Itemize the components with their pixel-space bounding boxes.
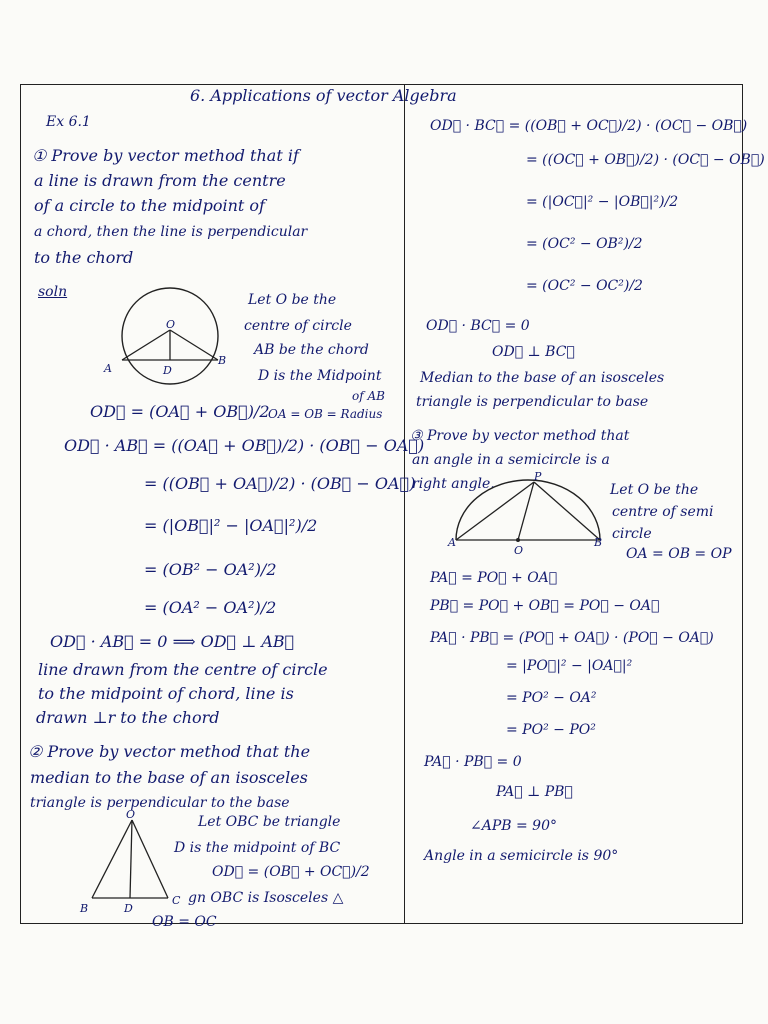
semicircle-arc bbox=[456, 480, 600, 540]
circle-chord-figure bbox=[100, 290, 240, 390]
chord-pb bbox=[534, 482, 600, 540]
q2-given: OD⃗ = (OB⃗ + OC⃗)/2 bbox=[212, 864, 370, 880]
label-b: B bbox=[80, 902, 89, 915]
radius-ob bbox=[170, 330, 218, 360]
q1-given: of AB bbox=[352, 389, 385, 403]
q2-step: = (OC² − OC²)/2 bbox=[526, 278, 643, 294]
label-d: D bbox=[124, 902, 133, 915]
q2-given: OB = OC bbox=[152, 914, 217, 930]
q3-step: ∠APB = 90° bbox=[470, 818, 557, 834]
q2-step: OD⃗ ⊥ BC⃗ bbox=[492, 344, 575, 360]
q1-conclusion: to the midpoint of chord, line is bbox=[38, 684, 294, 703]
q3-given: centre of semi bbox=[612, 504, 714, 520]
side-oc bbox=[132, 820, 168, 898]
label-a: A bbox=[104, 362, 112, 375]
q1-step: OD⃗ · AB⃗ = 0 ⟹ OD⃗ ⊥ AB⃗ bbox=[50, 632, 295, 651]
q2-line: median to the base of an isosceles bbox=[30, 768, 308, 787]
radius-oa bbox=[122, 330, 170, 360]
q3-step: PA⃗ · PB⃗ = 0 bbox=[424, 754, 522, 770]
q1-radius: OA = OB = Radius bbox=[268, 407, 383, 421]
q2-conclusion: Median to the base of an isosceles bbox=[420, 370, 665, 386]
q3-step: PA⃗ ⊥ PB⃗ bbox=[496, 784, 573, 800]
label-b: B bbox=[594, 536, 603, 549]
q3-given: circle bbox=[612, 526, 652, 542]
q1-given: centre of circle bbox=[244, 318, 352, 334]
q3-given: Let O be the bbox=[610, 482, 699, 498]
q2-given: Let OBC be triangle bbox=[198, 814, 341, 830]
column-divider bbox=[404, 84, 405, 924]
centre-point bbox=[516, 538, 520, 542]
q2-step: = (OC² − OB²)/2 bbox=[526, 236, 643, 252]
solution-label: soln bbox=[38, 284, 68, 300]
q3-step: PB⃗ = PO⃗ + OB⃗ = PO⃗ − OA⃗ bbox=[430, 598, 660, 614]
label-o: O bbox=[126, 808, 136, 821]
q1-step: = (|OB⃗|² − |OA⃗|²)/2 bbox=[144, 516, 318, 535]
page-title: 6. Applications of vector Algebra bbox=[190, 86, 457, 105]
q3-given: OA = OB = OP bbox=[626, 546, 732, 562]
q1-given: Let O be the bbox=[248, 292, 337, 308]
q1-step: = ((OB⃗ + OA⃗)/2) · (OB⃗ − OA⃗) bbox=[144, 474, 416, 493]
q3-step: = |PO⃗|² − |OA⃗|² bbox=[506, 658, 633, 674]
radius-op bbox=[518, 482, 534, 540]
q3-step: = PO² − OA² bbox=[506, 690, 597, 706]
q3-conclusion: Angle in a semicircle is 90° bbox=[424, 848, 619, 864]
q2-line: ② Prove by vector method that the bbox=[28, 742, 311, 761]
q3-step: PA⃗ · PB⃗ = (PO⃗ + OA⃗) · (PO⃗ − OA⃗) bbox=[430, 630, 714, 646]
q1-conclusion: drawn ⊥r to the chord bbox=[36, 708, 220, 727]
q2-line: triangle is perpendicular to the base bbox=[30, 795, 290, 811]
q2-step: OD⃗ · BC⃗ = ((OB⃗ + OC⃗)/2) · (OC⃗ − OB⃗) bbox=[430, 118, 748, 134]
q1-conclusion: line drawn from the centre of circle bbox=[38, 660, 328, 679]
q2-given: gn OBC is Isosceles △ bbox=[188, 890, 344, 906]
chord-pa bbox=[456, 482, 534, 540]
side-ob bbox=[92, 820, 132, 898]
q2-step: = ((OC⃗ + OB⃗)/2) · (OC⃗ − OB⃗) bbox=[526, 152, 765, 168]
q2-given: D is the midpoint of BC bbox=[174, 840, 341, 856]
median-od bbox=[130, 820, 132, 898]
label-p: P bbox=[534, 470, 542, 483]
q1-given: AB be the chord bbox=[254, 342, 369, 358]
q3-step: = PO² − PO² bbox=[506, 722, 596, 738]
q1-step: OD⃗ = (OA⃗ + OB⃗)/2 bbox=[90, 402, 270, 421]
label-b: B bbox=[218, 354, 227, 367]
q1-line: a chord, then the line is perpendicular bbox=[34, 224, 308, 240]
q3-step: PA⃗ = PO⃗ + OA⃗ bbox=[430, 570, 558, 586]
q2-step: OD⃗ · BC⃗ = 0 bbox=[426, 318, 530, 334]
q1-line: of a circle to the midpoint of bbox=[34, 196, 265, 215]
triangle-figure bbox=[80, 808, 190, 915]
q3-line: ③ Prove by vector method that bbox=[410, 428, 630, 444]
label-d: D bbox=[163, 364, 172, 377]
q3-line: an angle in a semicircle is a bbox=[412, 452, 610, 468]
q2-conclusion: triangle is perpendicular to base bbox=[416, 394, 649, 410]
q1-step: OD⃗ · AB⃗ = ((OA⃗ + OB⃗)/2) · (OB⃗ − OA⃗) bbox=[64, 436, 425, 455]
semicircle-figure bbox=[448, 470, 608, 558]
q1-line: ① Prove by vector method that if bbox=[32, 146, 299, 165]
q3-line: right angle. bbox=[412, 476, 495, 492]
q1-line: a line is drawn from the centre bbox=[34, 171, 286, 190]
q1-line: to the chord bbox=[34, 248, 134, 267]
label-o: O bbox=[166, 318, 176, 331]
label-o: O bbox=[514, 544, 524, 557]
label-c: C bbox=[172, 894, 181, 907]
label-a: A bbox=[448, 536, 456, 549]
exercise-label: Ex 6.1 bbox=[46, 114, 91, 130]
q1-given: D is the Midpoint bbox=[258, 368, 382, 384]
q1-step: = (OB² − OA²)/2 bbox=[144, 560, 277, 579]
q1-step: = (OA² − OA²)/2 bbox=[144, 598, 277, 617]
q2-step: = (|OC⃗|² − |OB⃗|²)/2 bbox=[526, 194, 679, 210]
